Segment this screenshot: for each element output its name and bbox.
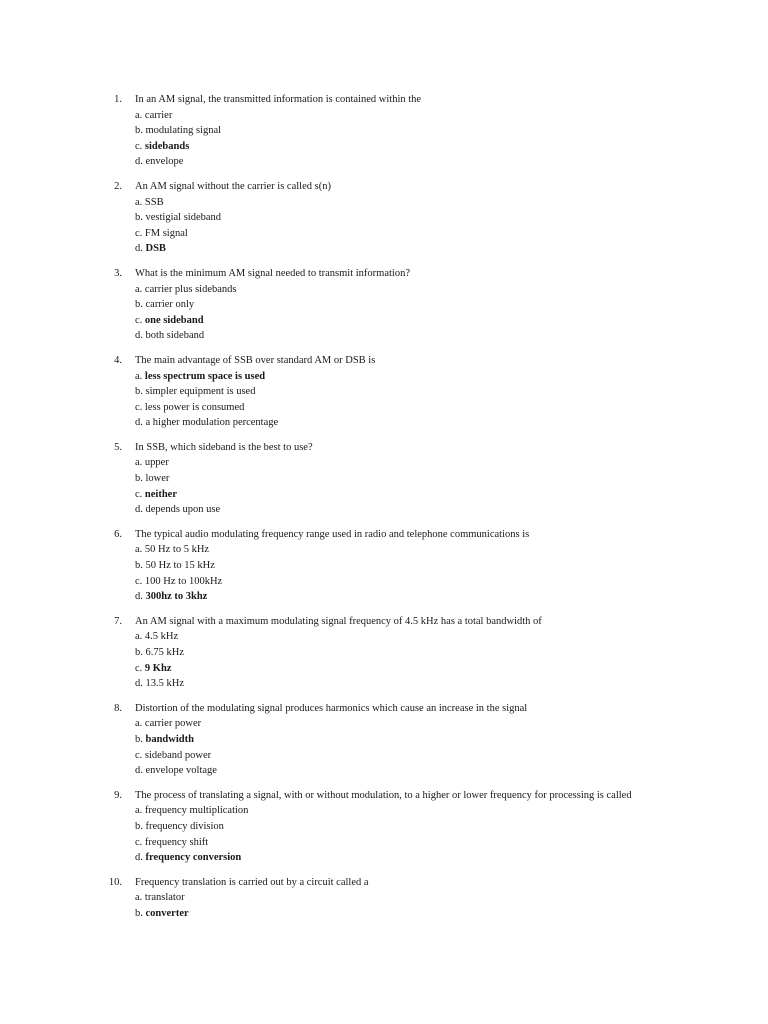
option-letter: a. xyxy=(135,718,143,730)
answer-option xyxy=(135,645,768,661)
option-letter: b. xyxy=(135,125,143,137)
option-text: carrier xyxy=(144,109,173,121)
answer-option xyxy=(135,748,768,764)
option-text: simpler equipment is used xyxy=(145,386,256,398)
option-letter: c. xyxy=(135,140,143,152)
option-letter: d. xyxy=(135,156,143,168)
answer-option-correct xyxy=(135,906,768,922)
option-text: bandwidth xyxy=(145,733,194,745)
answer-option xyxy=(135,819,768,835)
question-body xyxy=(135,614,768,692)
answer-option xyxy=(135,763,768,779)
option-text: one sideband xyxy=(144,314,204,326)
option-letter: b. xyxy=(135,733,143,745)
option-text: translator xyxy=(144,892,185,904)
question-text: What is the minimum AM signal needed to transmit information? xyxy=(135,267,410,279)
option-letter: a. xyxy=(135,196,143,208)
option-text: upper xyxy=(144,457,169,469)
question-item xyxy=(0,179,768,257)
option-letter: b. xyxy=(135,473,143,485)
question-body xyxy=(135,179,768,257)
question-text: In an AM signal, the transmitted information is contained within the xyxy=(135,94,422,105)
option-letter: a. xyxy=(135,631,143,643)
answer-option-correct xyxy=(135,589,768,605)
option-letter: b. xyxy=(135,820,143,832)
answer-option xyxy=(135,415,768,431)
option-text: lower xyxy=(145,473,170,485)
question-number: 10. xyxy=(108,876,122,888)
option-letter: a. xyxy=(135,805,143,817)
option-text: envelope xyxy=(145,156,184,168)
question-text: Distortion of the modulating signal produces harmonics which cause an increase in the signal xyxy=(135,702,528,714)
question-body xyxy=(135,92,768,170)
option-text: 6.75 kHz xyxy=(145,647,184,658)
answer-option xyxy=(135,471,768,487)
question-number: 7. xyxy=(114,615,122,627)
option-letter: c. xyxy=(135,227,143,239)
answer-option-correct xyxy=(135,487,768,503)
answer-option xyxy=(135,455,768,471)
option-text: frequency division xyxy=(145,820,224,832)
question-text: The typical audio modulating frequency range used in radio and telephone communications is xyxy=(135,528,530,540)
option-text: less power is consumed xyxy=(144,401,245,413)
answer-option-correct xyxy=(135,369,768,385)
option-letter: c. xyxy=(135,314,143,326)
question-number: 4. xyxy=(114,354,122,366)
option-letter: d. xyxy=(135,330,143,342)
answer-option xyxy=(135,542,768,558)
question-body xyxy=(135,527,768,605)
question-item xyxy=(0,527,768,605)
question-item xyxy=(0,353,768,431)
option-text: SSB xyxy=(144,196,164,208)
question-item xyxy=(0,614,768,692)
option-letter: d. xyxy=(135,417,143,429)
option-letter: a. xyxy=(135,283,143,295)
option-letter: c. xyxy=(135,575,143,587)
question-text: An AM signal without the carrier is called s(n) xyxy=(135,180,331,192)
option-letter: d. xyxy=(135,678,143,690)
option-text: 13.5 kHz xyxy=(145,678,184,690)
option-letter: d. xyxy=(135,852,143,864)
option-letter: d. xyxy=(135,765,143,777)
option-letter: c. xyxy=(135,662,143,674)
question-body xyxy=(135,353,768,431)
answer-option xyxy=(135,123,768,139)
option-text: modulating signal xyxy=(145,125,222,137)
answer-option xyxy=(135,226,768,242)
answer-option xyxy=(135,297,768,313)
answer-option-correct xyxy=(135,241,768,257)
question-text: In SSB, which sideband is the best to use? xyxy=(135,441,313,453)
question-item xyxy=(0,266,768,344)
question-body xyxy=(135,266,768,344)
question-number: 5. xyxy=(114,441,122,453)
answer-option xyxy=(135,108,768,124)
answer-option xyxy=(135,676,768,692)
question-body xyxy=(135,788,768,866)
question-number: 2. xyxy=(114,180,122,192)
answer-option-correct xyxy=(135,732,768,748)
answer-option-correct xyxy=(135,661,768,677)
option-letter: b. xyxy=(135,647,143,658)
answer-option-correct xyxy=(135,313,768,329)
option-text: frequency multiplication xyxy=(144,805,249,817)
option-letter: b. xyxy=(135,212,143,224)
option-text: sidebands xyxy=(144,140,190,152)
question-number: 6. xyxy=(114,528,122,540)
option-text: a higher modulation percentage xyxy=(145,417,279,429)
option-letter: b. xyxy=(135,299,143,311)
question-item xyxy=(0,92,768,170)
option-text: vestigial sideband xyxy=(145,212,222,224)
question-item xyxy=(0,875,768,922)
answer-option xyxy=(135,835,768,851)
answer-option xyxy=(135,384,768,400)
answer-option xyxy=(135,558,768,574)
answer-option xyxy=(135,154,768,170)
option-letter: a. xyxy=(135,109,143,121)
answer-option xyxy=(135,629,768,645)
option-letter: a. xyxy=(135,457,143,469)
option-letter: a. xyxy=(135,892,143,904)
option-letter: d. xyxy=(135,243,143,255)
option-text: DSB xyxy=(145,243,166,255)
answer-option xyxy=(135,282,768,298)
question-number: 8. xyxy=(114,702,122,714)
option-letter: b. xyxy=(135,907,143,919)
option-text: depends upon use xyxy=(145,504,221,516)
question-text: The process of translating a signal, with or without modulation, to a higher or lower frequency for processing is called xyxy=(135,789,632,801)
option-text: 9 Khz xyxy=(144,662,172,674)
answer-option xyxy=(135,400,768,416)
option-text: 50 Hz to 15 kHz xyxy=(145,560,215,572)
question-number: 1. xyxy=(114,94,122,105)
option-letter: c. xyxy=(135,401,143,413)
option-text: neither xyxy=(144,488,177,500)
option-text: carrier power xyxy=(144,718,202,730)
answer-option xyxy=(135,502,768,518)
quiz-document xyxy=(0,92,768,931)
option-text: 50 Hz to 5 kHz xyxy=(144,544,210,556)
question-body xyxy=(135,440,768,518)
option-text: FM signal xyxy=(144,227,188,239)
answer-option xyxy=(135,890,768,906)
option-letter: d. xyxy=(135,591,143,603)
option-text: 4.5 kHz xyxy=(144,631,179,643)
option-text: envelope voltage xyxy=(145,765,217,777)
question-body xyxy=(135,701,768,779)
answer-option-correct xyxy=(135,139,768,155)
question-text: Frequency translation is carried out by a circuit called a xyxy=(135,876,369,888)
question-text: An AM signal with a maximum modulating signal frequency of 4.5 kHz has a total bandwidth of xyxy=(135,615,542,627)
answer-option xyxy=(135,195,768,211)
option-letter: c. xyxy=(135,836,143,848)
option-text: sideband power xyxy=(144,749,212,761)
option-text: frequency shift xyxy=(144,836,209,848)
option-letter: c. xyxy=(135,749,143,761)
answer-option xyxy=(135,328,768,344)
option-text: both sideband xyxy=(145,330,205,342)
answer-option xyxy=(135,574,768,590)
option-text: carrier only xyxy=(145,299,195,311)
question-body xyxy=(135,875,768,922)
option-letter: b. xyxy=(135,386,143,398)
question-number: 3. xyxy=(114,267,122,279)
option-text: less spectrum space is used xyxy=(144,370,266,382)
question-item xyxy=(0,440,768,518)
option-text: frequency conversion xyxy=(145,852,242,864)
question-list xyxy=(0,92,768,922)
option-text: 100 Hz to 100kHz xyxy=(144,575,223,587)
option-text: 300hz to 3khz xyxy=(145,591,208,603)
answer-option xyxy=(135,210,768,226)
option-letter: c. xyxy=(135,488,143,500)
question-item xyxy=(0,788,768,866)
option-letter: a. xyxy=(135,370,143,382)
option-letter: d. xyxy=(135,504,143,516)
answer-option xyxy=(135,716,768,732)
question-number: 9. xyxy=(114,789,122,801)
option-letter: b. xyxy=(135,560,143,572)
question-item xyxy=(0,701,768,779)
option-text: converter xyxy=(145,907,189,919)
question-text: The main advantage of SSB over standard AM or DSB is xyxy=(135,354,376,366)
answer-option-correct xyxy=(135,850,768,866)
option-text: carrier plus sidebands xyxy=(144,283,237,295)
option-letter: a. xyxy=(135,544,143,556)
answer-option xyxy=(135,803,768,819)
